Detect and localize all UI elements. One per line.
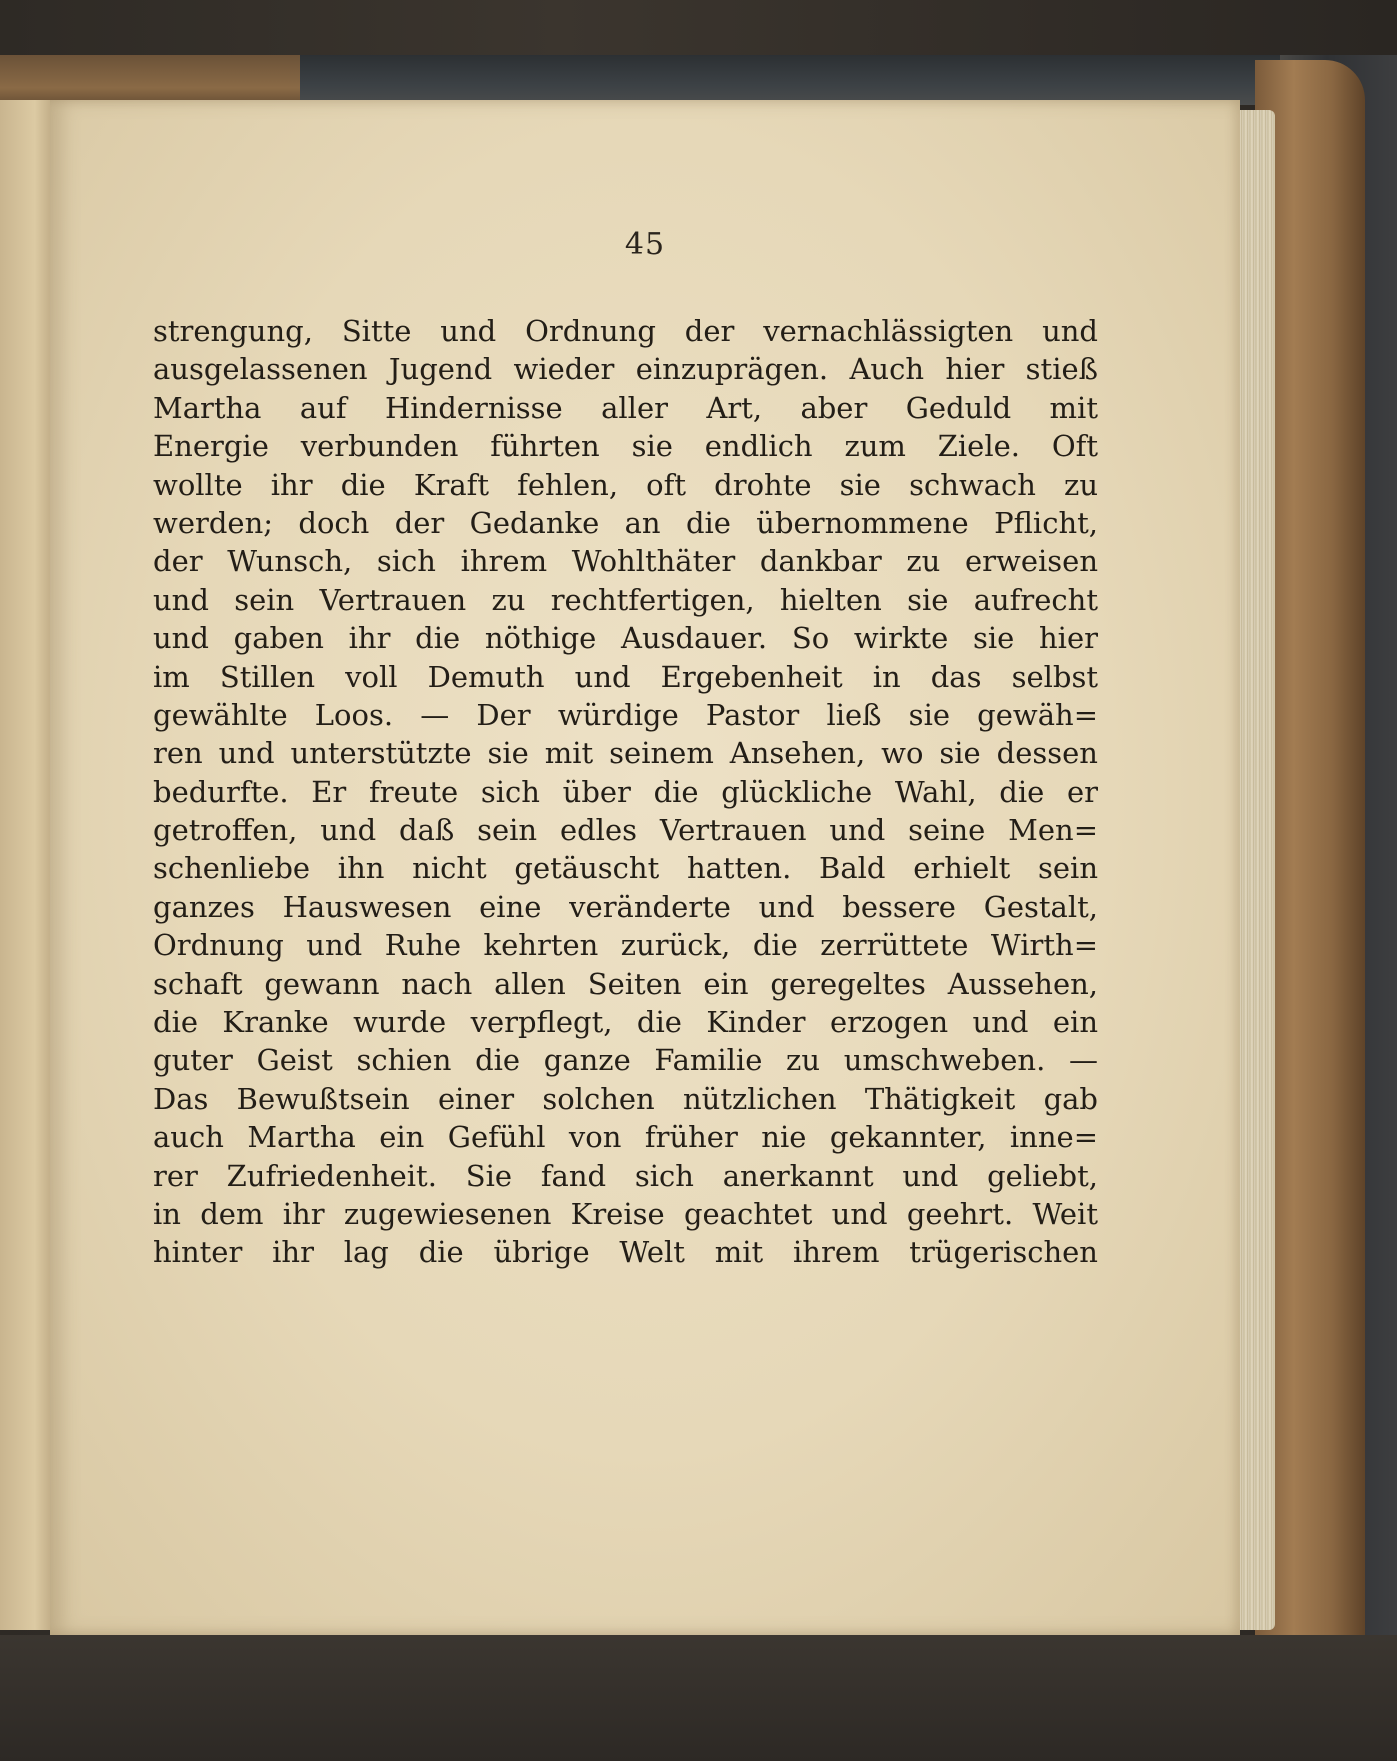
text-line: ganzes Hauswesen eine veränderte und bessere Gestalt, <box>153 889 1098 924</box>
text-line: guter Geist schien die ganze Familie zu umschweben. — <box>153 1043 1098 1078</box>
binding-top-edge <box>300 55 1320 105</box>
text-line: Ordnung und Ruhe kehrten zurück, die zerrüttete Wirth= <box>153 928 1098 963</box>
text-line: ren und unterstützte sie mit seinem Ansehen, wo sie dessen <box>153 736 1098 771</box>
text-line: schaft gewann nach allen Seiten ein geregeltes Aussehen, <box>153 966 1098 1001</box>
text-line: und sein Vertrauen zu rechtfertigen, hielten sie aufrecht <box>153 582 1098 617</box>
text-line: und gaben ihr die nöthige Ausdauer. So wirkte sie hier <box>153 621 1098 656</box>
text-line: schenliebe ihn nicht getäuscht hatten. Bald erhielt sein <box>153 851 1098 886</box>
text-line: hinter ihr lag die übrige Welt mit ihrem trügerischen <box>153 1235 1098 1270</box>
text-line: Martha auf Hindernisse aller Art, aber Geduld mit <box>153 390 1098 425</box>
text-line: rer Zufriedenheit. Sie fand sich anerkannt und geliebt, <box>153 1158 1098 1193</box>
text-line: wollte ihr die Kraft fehlen, oft drohte sie schwach zu <box>153 467 1098 502</box>
text-line: Das Bewußtsein einer solchen nützlichen Thätigkeit gab <box>153 1081 1098 1116</box>
page-text <box>153 312 1098 1272</box>
book-page <box>50 100 1240 1635</box>
text-line: strengung, Sitte und Ordnung der vernachlässigten und <box>153 314 1098 348</box>
text-line: ausgelassenen Jugend wieder einzuprägen. Auch hier stieß <box>153 352 1098 387</box>
text-line: auch Martha ein Gefühl von früher nie gekannter, inne= <box>153 1120 1098 1155</box>
text-line: gewählte Loos. — Der würdige Pastor ließ sie gewäh= <box>153 697 1098 732</box>
text-line: im Stillen voll Demuth und Ergebenheit in das selbst <box>153 659 1098 694</box>
text-line: getroffen, und daß sein edles Vertrauen und seine Men= <box>153 813 1098 848</box>
text-line: die Kranke wurde verpflegt, die Kinder erzogen und ein <box>153 1005 1098 1040</box>
text-line: in dem ihr zugewiesenen Kreise geachtet und geehrt. Weit <box>153 1196 1098 1231</box>
text-line: werden; doch der Gedanke an die übernommene Pflicht, <box>153 505 1098 540</box>
page-number: 45 <box>624 227 666 262</box>
text-line: bedurfte. Er freute sich über die glückliche Wahl, die er <box>153 774 1098 809</box>
text-line: der Wunsch, sich ihrem Wohlthäter dankbar zu erweisen <box>153 544 1098 579</box>
scan-background-bottom <box>0 1635 1397 1761</box>
text-line: Energie verbunden führten sie endlich zum Ziele. Oft <box>153 429 1098 464</box>
